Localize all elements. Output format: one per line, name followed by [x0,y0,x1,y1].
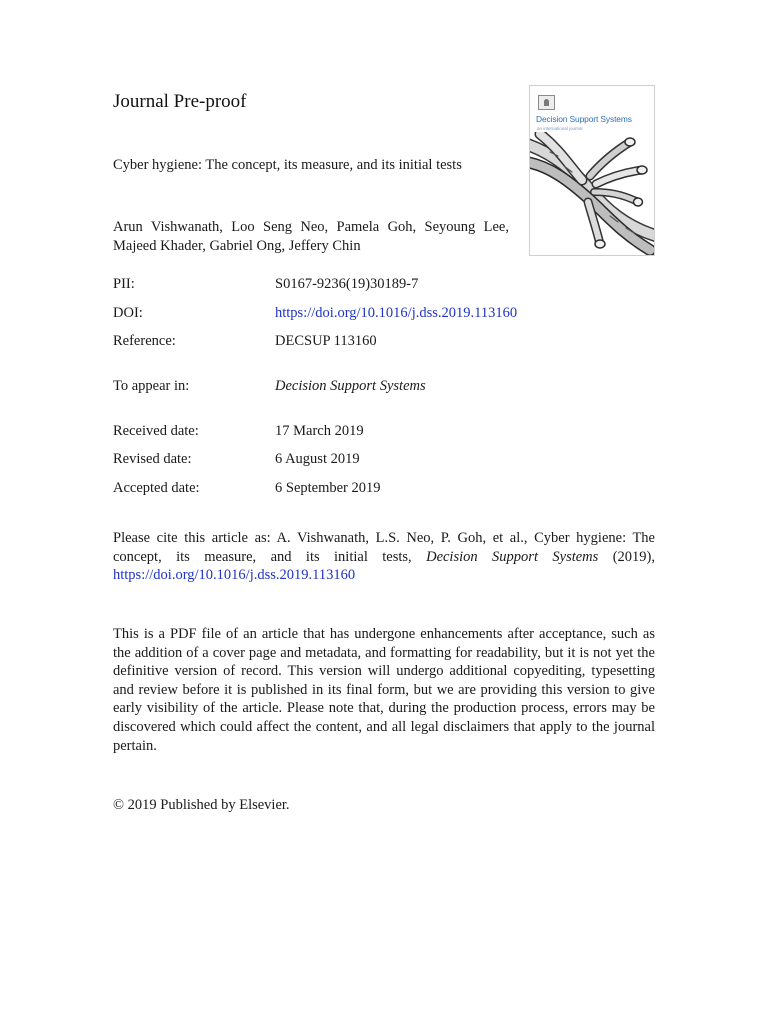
citation-doi-link[interactable]: https://doi.org/10.1016/j.dss.2019.113160 [113,567,356,584]
disclaimer-paragraph: This is a PDF file of an article that has undergone enhancements after acceptance, such as the addition of a cover page and metadata, and formatting for readability, but it is not yet the definitive version of record. This version will undergo additional copyediting, typesetting and review before it is published in its final form, but we are providing this version to give early visibility of the article. Please note that, during the production process, errors may be discovered which could affect the content, and all legal disclaimers that apply to the journal pertain. [113,626,655,754]
author-list: Arun Vishwanath, Loo Seng Neo, Pamela Goh, Seyoung Lee, Majeed Khader, Gabriel Ong, Jeffery Chin [113,219,509,254]
revised-date-value: 6 August 2019 [275,451,360,467]
pii-label: PII: [113,276,135,292]
reference-label: Reference: [113,333,176,349]
twisted-rope-illustration [530,132,655,256]
accepted-date-value: 6 September 2019 [275,480,381,496]
copyright-notice: © 2019 Published by Elsevier. [113,797,290,813]
citation-paragraph [113,529,655,585]
article-title: Cyber hygiene: The concept, its measure, and its initial tests [113,157,462,173]
page-header: Journal Pre-proof [113,91,247,112]
received-date-value: 17 March 2019 [275,423,364,439]
reference-value: DECSUP 113160 [275,333,377,349]
journal-cover-thumbnail [529,85,655,256]
citation-text: Please cite this article as: A. Vishwanath, L.S. Neo, P. Goh, et al., Cyber hygiene: The concept, its measure, and its initial tests, [113,530,655,565]
revised-date-label: Revised date: [113,451,192,467]
received-date-label: Received date: [113,423,199,439]
accepted-date-label: Accepted date: [113,480,200,496]
citation-year: (2019), [598,548,655,565]
doi-label: DOI: [113,305,143,321]
cover-journal-title: Decision Support Systems [536,114,632,124]
pii-value: S0167-9236(19)30189-7 [275,276,419,292]
cover-subtitle: an international journal [537,126,583,131]
doi-link[interactable]: https://doi.org/10.1016/j.dss.2019.113160 [275,305,518,321]
elsevier-tree-icon [538,95,555,110]
to-appear-label: To appear in: [113,378,190,394]
to-appear-value: Decision Support Systems [275,378,426,394]
citation-journal: Decision Support Systems [426,548,599,565]
